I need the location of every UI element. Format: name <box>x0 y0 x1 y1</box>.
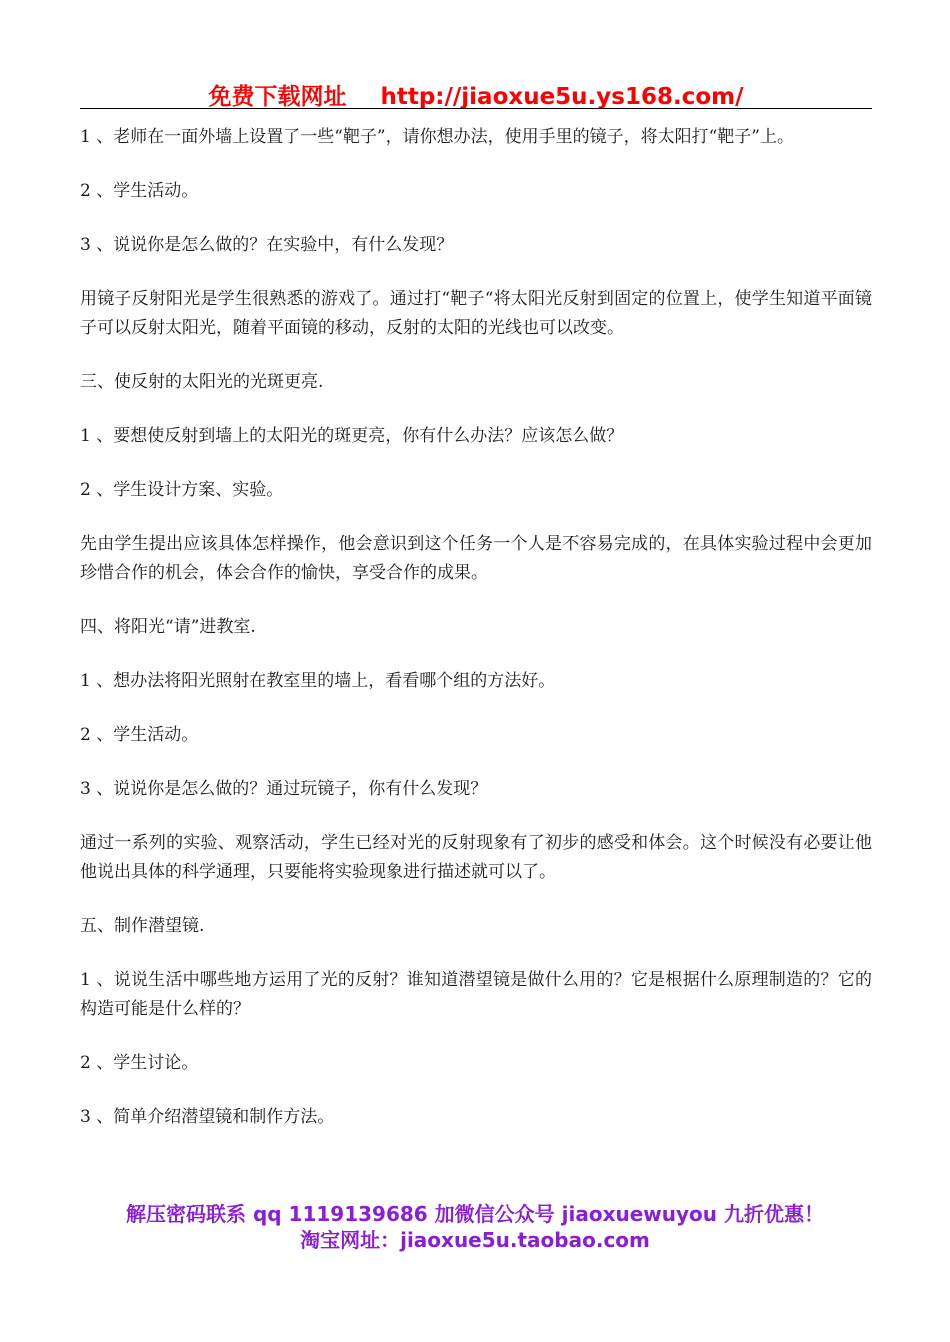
paragraph: 先由学生提出应该具体怎样操作，他会意识到这个任务一个人是不容易完成的，在具体实验过程中会更加珍惜合作的机会，体会合作的愉快，享受合作的成果。 <box>80 534 872 583</box>
paragraph: 用镜子反射阳光是学生很熟悉的游戏了。通过打“靶子“将太阳光反射到固定的位置上，使学生知道平面镜子可以反射太阳光，随着平面镜的移动，反射的太阳的光线也可以改变。 <box>80 289 872 338</box>
document-body <box>80 123 872 1157</box>
download-label: 免费下载网址 <box>208 84 347 110</box>
download-header <box>80 78 872 111</box>
paragraph: 通过一系列的实验、观察活动，学生已经对光的反射现象有了初步的感受和体会。这个时候没有必要让他他说出具体的科学通理，只要能将实验现象进行描述就可以了。 <box>80 833 872 882</box>
footer-taobao-link[interactable]: 淘宝网址：jiaoxue5u.taobao.com <box>300 1228 650 1252</box>
footer-contact-line: 解压密码联系 qq 1119139686 加微信公众号 jiaoxuewuyou 九折优惠！ <box>126 1202 824 1226</box>
header-divider <box>80 108 872 109</box>
paragraph: 2 、学生活动。 <box>80 725 199 745</box>
paragraph: 2 、学生活动。 <box>80 181 199 201</box>
section-heading: 三、使反射的太阳光的光斑更亮. <box>80 372 324 392</box>
paragraph: 1 、要想使反射到墙上的太阳光的斑更亮，你有什么办法？应该怎么做？ <box>80 426 624 446</box>
paragraph: 3 、说说你是怎么做的？在实验中，有什么发现？ <box>80 235 454 255</box>
paragraph: 2 、学生设计方案、实验。 <box>80 480 284 500</box>
paragraph: 1 、说说生活中哪些地方运用了光的反射？谁知道潜望镜是做什么用的？它是根据什么原理制造的？它的构造可能是什么样的？ <box>80 970 872 1019</box>
section-heading: 四、将阳光“请”进教室. <box>80 617 256 637</box>
section-heading: 五、制作潜望镜. <box>80 916 205 936</box>
paragraph: 1 、老师在一面外墙上设置了一些“靶子”，请你想办法，使用手里的镜子，将太阳打“靶子”上。 <box>80 127 794 147</box>
download-url-link[interactable]: http://jiaoxue5u.ys168.com/ <box>380 84 744 110</box>
paragraph: 3 、简单介绍潜望镜和制作方法。 <box>80 1107 335 1127</box>
paragraph: 2 、学生讨论。 <box>80 1053 199 1073</box>
paragraph: 3 、说说你是怎么做的？通过玩镜子，你有什么发现？ <box>80 779 488 799</box>
paragraph: 1 、想办法将阳光照射在教室里的墙上，看看哪个组的方法好。 <box>80 671 556 691</box>
